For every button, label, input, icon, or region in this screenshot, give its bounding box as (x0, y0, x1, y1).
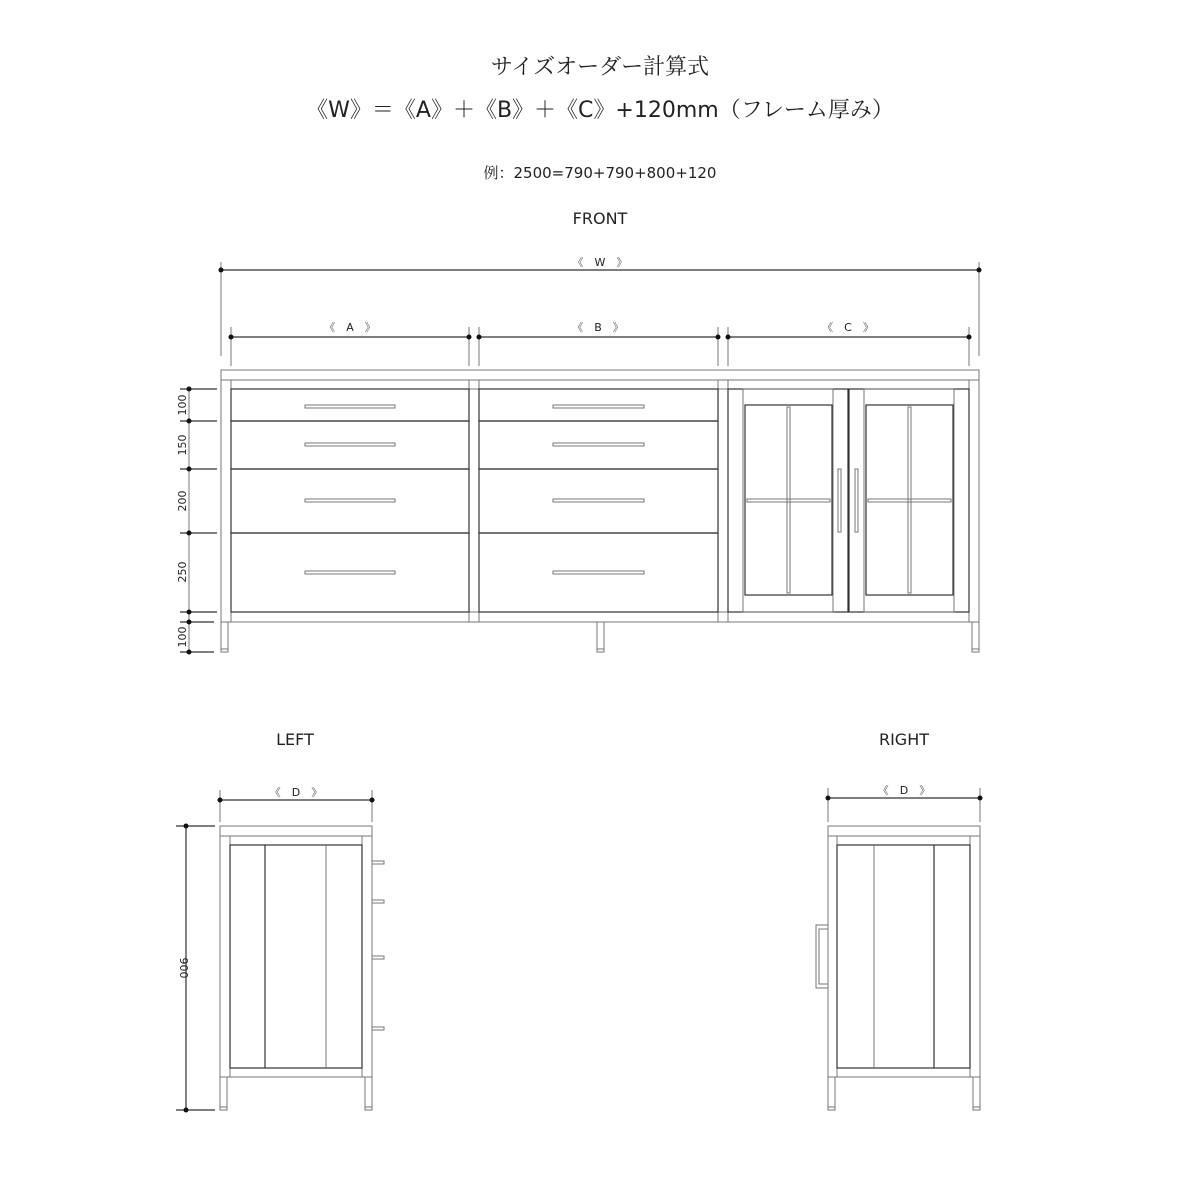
left-label: LEFT (276, 730, 314, 749)
front-view (176, 209, 982, 655)
height-900-label: 900 (177, 957, 190, 979)
dim-b-label: 《 B 》 (572, 321, 624, 334)
height-label: 150 (176, 434, 189, 456)
height-label: 100 (176, 626, 189, 648)
legs (221, 622, 979, 652)
dim-a-label: 《 A 》 (324, 321, 376, 334)
formula-example: 例：2500=790+790+800+120 (483, 164, 717, 182)
drawer-handle-stubs (372, 861, 384, 1030)
dim-d-label: 《 D 》 (877, 784, 931, 797)
dim-w-label: 《 W 》 (572, 256, 628, 269)
formula-title: サイズオーダー計算式 (490, 55, 710, 80)
dimension-w (219, 256, 982, 356)
front-label: FRONT (572, 209, 628, 228)
dimension-c (726, 321, 972, 366)
dim-c-label: 《 C 》 (822, 321, 874, 334)
height-dimensions (176, 387, 217, 655)
dimension-a (229, 321, 472, 366)
size-formula: 《W》＝《A》＋《B》＋《C》+120mm（フレーム厚み） (306, 98, 894, 123)
glass-doors (728, 389, 969, 612)
height-label: 200 (176, 490, 189, 512)
height-label: 250 (176, 561, 189, 583)
front-cabinet (221, 370, 979, 652)
door-handle (816, 925, 828, 988)
drawer-handles (305, 405, 644, 574)
right-label: RIGHT (878, 730, 930, 749)
left-view (176, 730, 384, 1113)
dimension-b (477, 321, 721, 366)
dim-d-label: 《 D 》 (269, 786, 323, 799)
height-label: 100 (176, 394, 189, 416)
right-view (816, 730, 983, 1110)
